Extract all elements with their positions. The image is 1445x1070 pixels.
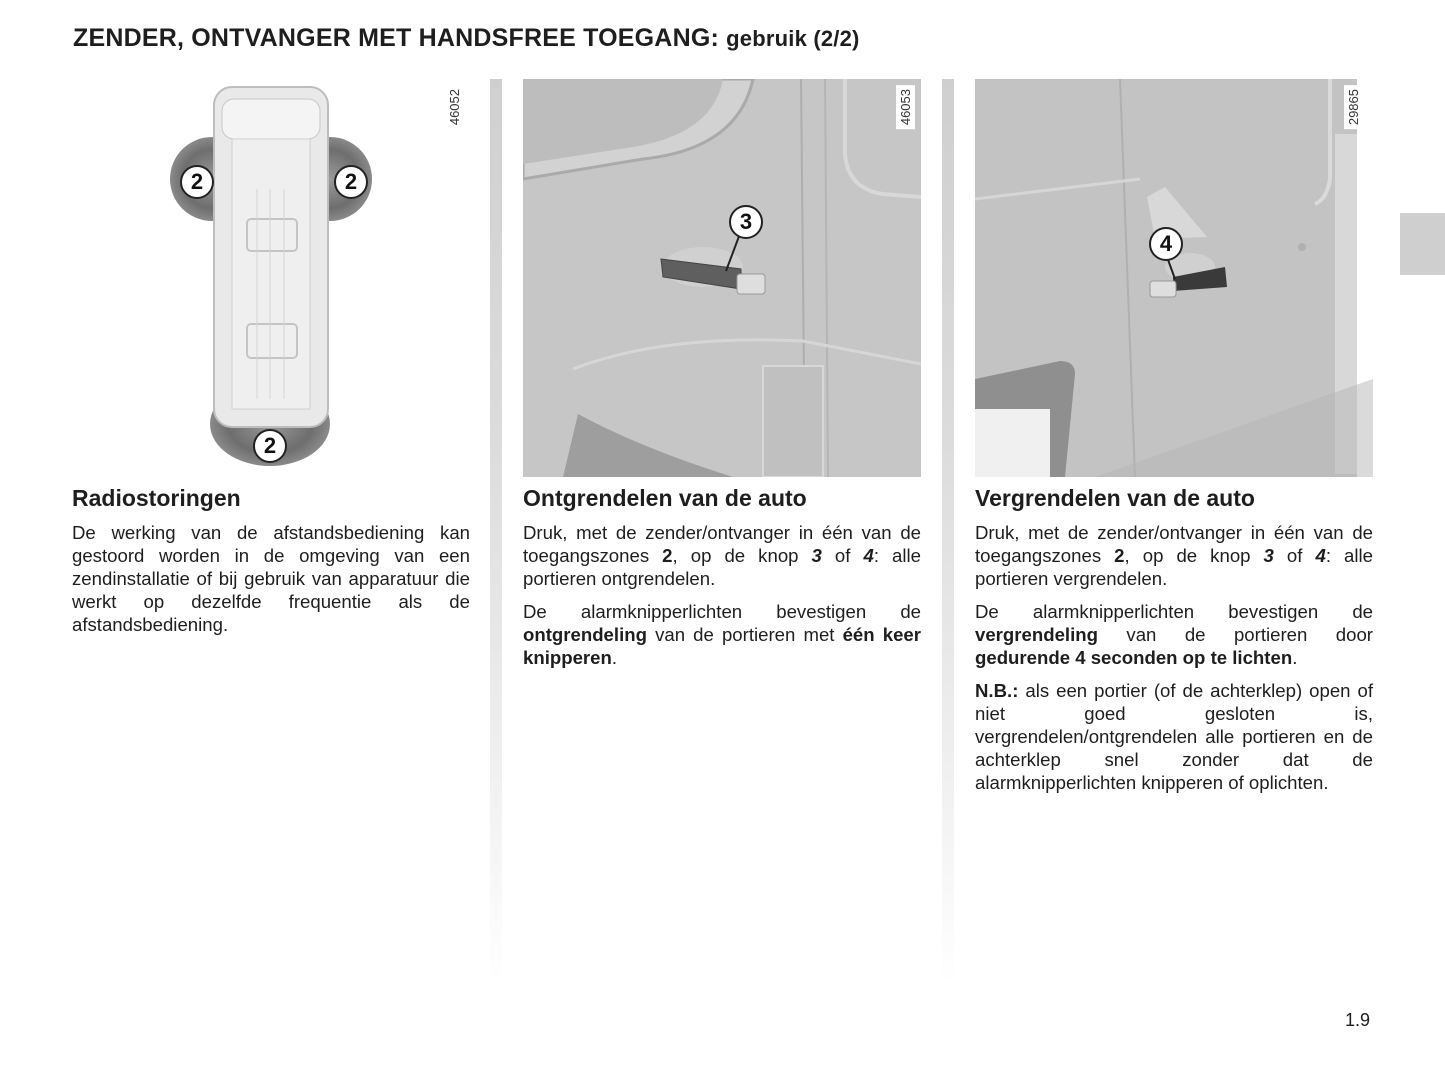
paragraph-confirmation: De alarmknipperlichten bevestigen de vergrendeling van de portieren door gedurende 4 seconden op te lichten.	[975, 601, 1373, 668]
front-door-illustration	[523, 79, 921, 477]
paragraph-instruction: Druk, met de zender/ontvanger in één van de toegangszones 2, op de knop 3 of 4: alle portieren vergrendelen.	[975, 522, 1373, 589]
figure-front-door-handle	[523, 79, 921, 477]
figure-number: 29865	[1344, 85, 1363, 129]
figure-number: 46053	[896, 85, 915, 129]
callout-button-3: 3	[729, 205, 763, 239]
rear-door-illustration	[975, 79, 1373, 477]
figure-number: 46052	[445, 85, 464, 129]
column-divider	[942, 79, 954, 984]
section-heading: Radiostoringen	[72, 485, 241, 511]
title-main: ZENDER, ONTVANGER MET HANDSFREE TOEGANG:	[73, 24, 719, 52]
title-sub: gebruik (2/2)	[726, 26, 860, 51]
van-top-view-illustration	[72, 79, 470, 477]
paragraph-instruction: Druk, met de zender/ontvanger in één van de toegangszones 2, op de knop 3 of 4: alle portieren ontgrendelen.	[523, 522, 921, 589]
column-unlocking	[523, 79, 921, 669]
paragraph-note: N.B.: als een portier (of de achterklep) open of niet goed gesloten is, vergrendelen/ontgrendelen alle portieren en de achterklep snel zonder dat de alarmknipperlichten knipperen of oplichten.	[975, 680, 1373, 793]
column-divider	[490, 79, 502, 984]
callout-zone-2-right: 2	[334, 165, 368, 199]
column-radio-interference	[72, 79, 470, 636]
callout-button-4: 4	[1149, 227, 1183, 261]
callout-zone-2-left: 2	[180, 165, 214, 199]
chapter-side-tab	[1400, 213, 1445, 275]
figure-access-zones	[72, 79, 470, 477]
column-locking	[975, 79, 1373, 794]
page-number: 1.9	[1345, 1010, 1371, 1030]
section-heading: Ontgrendelen van de auto	[523, 485, 807, 511]
figure-rear-door-handle	[975, 79, 1373, 477]
page-title	[73, 24, 860, 53]
paragraph: De werking van de afstandsbediening kan gestoord worden in de omgeving van een zendinstallatie of bij gebruik van apparatuur die werkt op dezelfde frequentie als de afstandsbediening.	[72, 522, 470, 635]
callout-zone-2-rear: 2	[253, 429, 287, 463]
paragraph-confirmation: De alarmknipperlichten bevestigen de ontgrendeling van de portieren met één keer knipperen.	[523, 601, 921, 668]
section-heading: Vergrendelen van de auto	[975, 485, 1255, 511]
